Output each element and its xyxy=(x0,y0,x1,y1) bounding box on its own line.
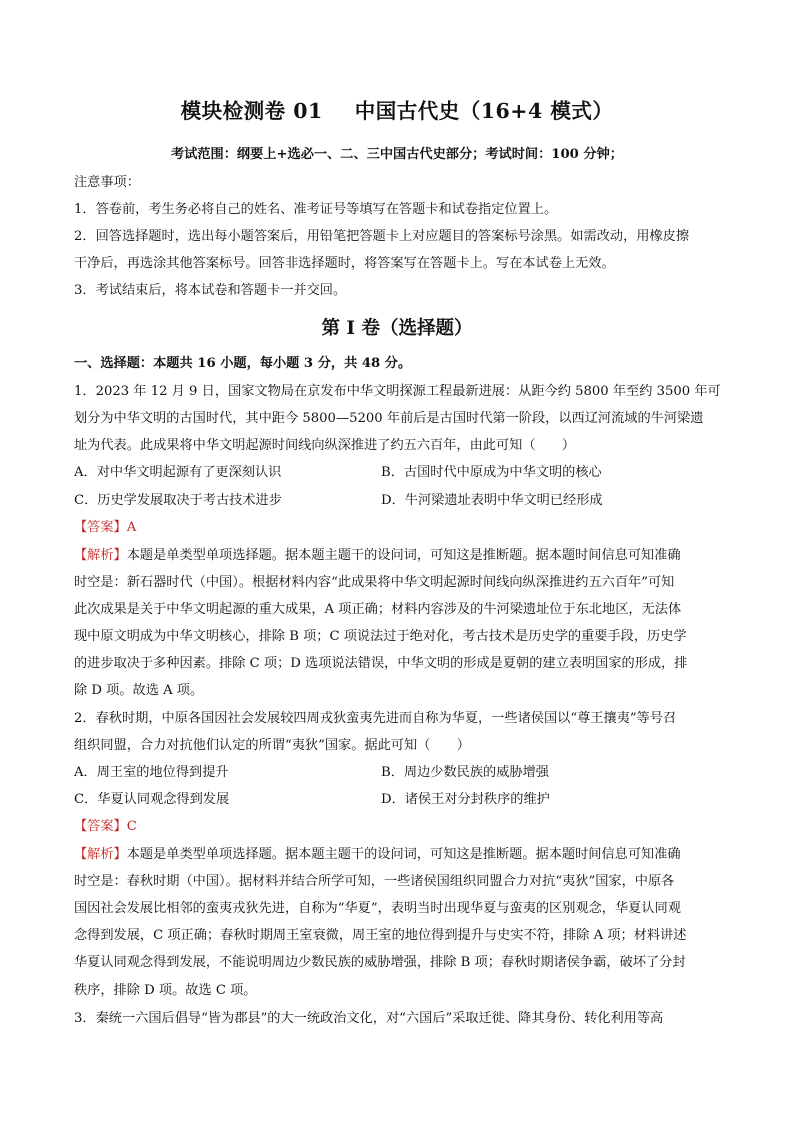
question-2-analysis-line: 时空是：春秋时期（中国）。据材料并结合所学可知，一些诸侯国组织同盟合力对抗“夷狄”国家，中原各 xyxy=(74,874,675,889)
question-1-analysis-line: 时空是：新石器时代（中国）。根据材料内容“此成果将中华文明起源时间线向纵深推进约五六百年”可知 xyxy=(74,575,675,590)
question-2-stem-line: 2．春秋时期，中原各国因社会发展较四周戎狄蛮夷先进而自称为华夏，一些诸侯国以“尊王攘夷”等号召 xyxy=(74,711,677,726)
question-1-option-a: A．对中华文明起源有了更深刻认识 xyxy=(74,465,282,480)
question-2-analysis-line: 国因社会发展比相邻的蛮夷戎狄先进，自称为“华夏”，表明当时出现华夏与蛮夷的区别观念，华夏认同观 xyxy=(74,901,681,916)
question-1-option-c: C．历史学发展取决于考古技术进步 xyxy=(74,493,282,508)
exam-scope: 考试范围：纲要上+选必一、二、三中国古代史部分；考试时间：100 分钟； xyxy=(171,147,623,162)
question-2-option-a: A．周王室的地位得到提升 xyxy=(74,765,229,780)
question-2-option-d: D．诸侯王对分封秩序的维护 xyxy=(381,792,550,807)
analysis-label: 【解析】 xyxy=(74,847,127,862)
section-instruction: 一、选择题：本题共 16 小题，每小题 3 分，共 48 分。 xyxy=(74,356,412,371)
question-1-stem-line: 1．2023 年 12 月 9 日，国家文物局在京发布中华文明探源工程最新进展：从距今约 5800 年至约 3500 年可 xyxy=(74,384,721,399)
question-1-analysis-line: 除 D 项。故选 A 项。 xyxy=(74,683,204,698)
notice-item: 3．考试结束后，将本试卷和答题卡一并交回。 xyxy=(74,283,347,298)
question-3-stem-line: 3．秦统一六国后倡导“皆为郡县”的大一统政治文化，对“六国后”采取迁徙、降其身份、转化利用等高 xyxy=(74,1011,664,1026)
analysis-text: 本题是单类型单项选择题。据本题主题干的设问词，可知这是推断题。据本题时间信息可知准确 xyxy=(126,548,681,563)
analysis-text: 本题是单类型单项选择题。据本题主题干的设问词，可知这是推断题。据本题时间信息可知准确 xyxy=(126,847,681,862)
question-1-analysis-line xyxy=(74,549,681,562)
question-1-stem-line: 划分为中华文明的古国时代，其中距今 5800—5200 年前后是古国时代第一阶段，以西辽河流域的牛河梁遗 xyxy=(74,411,704,426)
question-2-option-b: B．周边少数民族的威胁增强 xyxy=(381,765,549,780)
question-1-stem-line: 址为代表。此成果将中华文明起源时间线向纵深推进了约五六百年，由此可知（ ） xyxy=(74,438,576,453)
notice-heading: 注意事项： xyxy=(74,175,140,190)
question-1-answer: 【答案】A xyxy=(74,520,137,535)
question-2-analysis-line xyxy=(74,848,681,861)
analysis-label: 【解析】 xyxy=(74,548,127,563)
question-1-analysis-line: 的进步取决于多种因素。排除 C 项；D 选项说法错误，中华文明的形成是夏朝的建立表明国家的形成，排 xyxy=(74,656,688,671)
question-2-analysis-line: 秩序，排除 D 项。故选 C 项。 xyxy=(74,983,257,998)
question-1-option-d: D．牛河梁遗址表明中华文明已经形成 xyxy=(381,493,603,508)
notice-item: 干净后，再选涂其他答案标号。回答非选择题时，将答案写在答题卡上。写在本试卷上无效。 xyxy=(74,256,615,271)
question-2-analysis-line: 念得到发展，C 项正确；春秋时期周王室衰微，周王室的地位得到提升与史实不符，排除 A 项；材料讲述 xyxy=(74,928,687,943)
title-right: 中国古代史（16+4 模式） xyxy=(354,99,614,123)
question-2-analysis-line: 华夏认同观念得到发展，不能说明周边少数民族的威胁增强，排除 B 项；春秋时期诸侯争霸，破坏了分封 xyxy=(74,955,686,970)
title-left: 模块检测卷 01 xyxy=(180,99,323,123)
question-2-stem-line: 组织同盟，合力对抗他们认定的所谓“夷狄”国家。据此可知（ ） xyxy=(74,738,470,753)
question-2-option-c: C．华夏认同观念得到发展 xyxy=(74,792,230,807)
question-1-option-b: B．古国时代中原成为中华文明的核心 xyxy=(381,465,602,480)
question-2-answer: 【答案】C xyxy=(74,819,137,834)
notice-item: 1．答卷前，考生务必将自己的姓名、准考证号等填写在答题卡和试卷指定位置上。 xyxy=(74,202,558,217)
notice-item: 2．回答选择题时，选出每小题答案后，用铅笔把答题卡上对应题目的答案标号涂黑。如需改动，用橡皮擦 xyxy=(74,229,690,244)
question-1-analysis-line: 现中原文明成为中华文明核心，排除 B 项；C 项说法过于绝对化，考古技术是历史学的重要手段，历史学 xyxy=(74,629,687,644)
document-title xyxy=(0,94,794,124)
question-1-analysis-line: 此次成果是关于中华文明起源的重大成果，A 项正确；材料内容涉及的牛河梁遗址位于东北地区，无法体 xyxy=(74,602,682,617)
section-title: 第 I 卷（选择题） xyxy=(321,318,473,339)
